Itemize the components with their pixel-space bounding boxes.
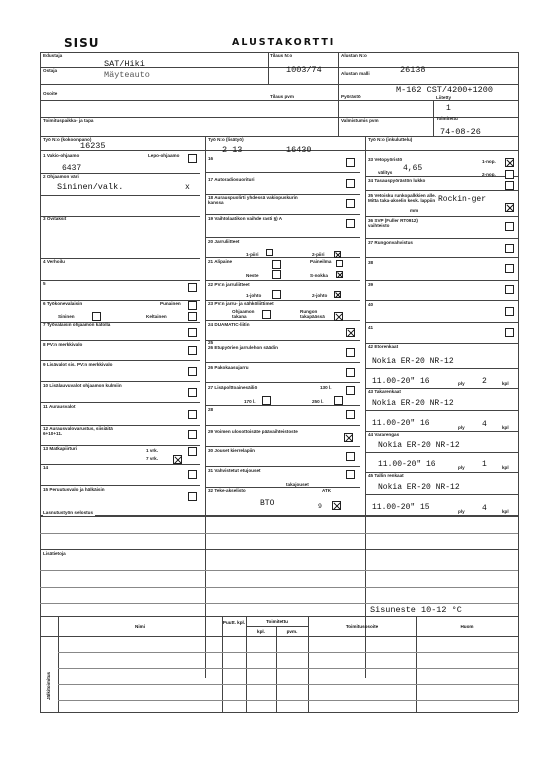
item-37-checkbox[interactable]	[505, 244, 514, 253]
item-43-kpl: kpl	[502, 425, 509, 430]
item-33-checkbox-1nop[interactable]	[505, 158, 514, 167]
item-27-sub3: 250 l.	[312, 399, 324, 404]
pyorasto-label: Pyörästö	[341, 94, 361, 99]
item-32-value2: 9	[318, 503, 322, 510]
item-44-kpl: kpl	[502, 465, 509, 470]
item-42-kpl: kpl	[502, 381, 509, 386]
item-43-qty: 4	[482, 420, 487, 429]
item-44-value: Nokia ER-20 NR-12	[378, 441, 460, 450]
item-27-checkbox-170[interactable]	[262, 396, 271, 405]
item-26a-label: 26 Etupyörien jarrulehon säädin	[208, 345, 278, 350]
item-16-checkbox[interactable]	[346, 158, 355, 167]
item-43-label: 43 Takarenkaat	[368, 389, 401, 394]
item-21-extra: Paineilma	[310, 259, 332, 264]
item-33-checkbox-2nop[interactable]	[505, 170, 514, 179]
item-24-checkbox[interactable]	[346, 328, 355, 337]
item-13-label: 13 Matkapiirturi	[43, 446, 77, 451]
item-1-value: 6437	[62, 164, 82, 173]
item-21-label: 21 Alipaine	[208, 259, 233, 264]
document-title: ALUSTAKORTTI	[232, 37, 336, 48]
item-6-checkbox-sininen[interactable]	[92, 312, 101, 321]
header-puut: Puutt. kpl.	[222, 620, 246, 625]
item-13-sub2: 7 vrk.	[146, 456, 159, 461]
ostaja-label: Ostaja	[43, 68, 58, 73]
item-39-checkbox[interactable]	[505, 285, 514, 294]
item-26a-checkbox[interactable]	[346, 348, 355, 357]
item-36-checkbox[interactable]	[505, 222, 514, 231]
item-13-sub1: 1 vrk.	[146, 448, 159, 453]
item-45-size: 11.00-20" 15	[372, 503, 430, 512]
item-42-value: Nokia ER-20 NR-12	[372, 357, 454, 366]
item-21-sub1: Neste	[246, 273, 259, 278]
item-34-label: 34 Tasauspyörästön lukko	[368, 178, 426, 183]
item-45-kpl: kpl	[502, 509, 509, 514]
item-31-checkbox-etujouset[interactable]	[346, 470, 355, 479]
item-44-qty: 1	[482, 460, 487, 469]
item-32-checkbox[interactable]	[332, 501, 341, 510]
item-10-label: 10 Lisälauvuvalot ohjaamon kulmiin	[43, 383, 122, 388]
item-1-label: 1 Vakio-ohjaamo	[43, 153, 80, 158]
item-3-label: 3 Ovitaksit	[43, 216, 67, 221]
item-12-label: 12 Aurausvalovarustus, siisiäitä 6+10+11.	[43, 426, 113, 436]
item-15-label: 15 Peruutusvalo ja hälkäisin	[43, 487, 105, 492]
item-24-label: 24 DUAMATIC-liitin	[208, 322, 250, 327]
item-44-ply: ply	[458, 465, 465, 470]
item-26b-label: 26 Pakokaasujarru	[208, 365, 249, 370]
item-21-checkbox-neste[interactable]	[272, 270, 281, 279]
item-41-label: 41	[368, 325, 374, 330]
item-36-label: 36 SVP (Fuller RT0912) vaihteisto	[368, 218, 418, 228]
item-27-sub1: 130 l.	[320, 385, 332, 390]
item-39-label: 39	[368, 282, 374, 287]
item-21-checkbox-snokka[interactable]	[336, 271, 343, 278]
item-17-checkbox[interactable]	[346, 179, 355, 188]
item-7-checkbox[interactable]	[188, 328, 197, 337]
item-27-checkbox-250[interactable]	[334, 396, 343, 405]
item-9-label: 9 Lisävalot sis. PV:n merkkivalo	[43, 362, 113, 367]
header-nimi: Nimi	[135, 624, 145, 629]
item-11-label: 11 Aurausvalot	[43, 404, 76, 409]
item-33-value: 4,65	[403, 164, 423, 173]
item-35-checkbox[interactable]	[505, 203, 514, 212]
item-6-checkbox-keltainen[interactable]	[188, 312, 197, 321]
item-18-label: 18 Aurauspuolirti yhdessä vakiopuskurin kanssa	[208, 195, 298, 205]
item-19-checkbox[interactable]	[346, 219, 355, 228]
edustaja-value: SAT/Hiki	[104, 59, 145, 69]
edustaja-label: Edustaja	[43, 53, 63, 58]
item-2-label: 2 Ohjaamon väri	[43, 174, 79, 179]
item-40-checkbox[interactable]	[505, 307, 514, 316]
item-32-label: 32 Teke-akselisto	[208, 488, 246, 493]
item-43-ply: ply	[458, 425, 465, 430]
item-31-label: 31 Vahvistetut etujouset	[208, 468, 261, 473]
toimitettu-label: Toimitettu	[436, 116, 458, 121]
item-21-checkbox-paineilma[interactable]	[336, 260, 343, 267]
item-11-checkbox[interactable]	[188, 410, 197, 419]
lisatyo-label: Työ N:o (lisätyö)	[208, 137, 244, 142]
item-45-label: 45 Tallin renkaat	[368, 473, 404, 478]
item-13-checkbox-1vrk[interactable]	[188, 447, 197, 456]
item-42-size: 11.00-20" 16	[372, 377, 430, 386]
item-43-size: 11.00-20" 16	[372, 419, 430, 428]
item-27-sub2: 170 l.	[244, 399, 256, 404]
item-45-ply: ply	[458, 509, 465, 514]
item-45-qty: 4	[482, 504, 487, 513]
item-7-label: 7 Työvalaisin ohjaamon katolla	[43, 322, 111, 327]
item-19-label: 19 Vaihtolaatikon vaihde rasti §) A	[208, 216, 283, 221]
inkuluttelu-label: Työ N:o (inkuluttelu)	[368, 137, 413, 142]
item-15-checkbox[interactable]	[188, 492, 197, 501]
item-30-checkbox[interactable]	[346, 452, 355, 461]
item-16-label: 16	[208, 156, 214, 161]
item-2-mark: x	[185, 183, 190, 192]
item-22-sub1: 1-johto	[246, 293, 262, 298]
item-28-checkbox[interactable]	[346, 410, 355, 419]
item-14-checkbox[interactable]	[188, 470, 197, 479]
header-toimitusosoite: Toimitusosoite	[345, 624, 379, 629]
kokoonpano-label: Työ N:o (kokoonpano)	[43, 137, 92, 142]
item-35-label: 35 Vetoisku runkopalkkien alle. Mitta taka-akselin kesk. lappiin	[368, 193, 436, 203]
osoite-label: Osoite	[43, 91, 58, 96]
item-44-size: 11.00-20" 16	[378, 460, 436, 469]
item-23-sub2: Rungon takapäässä	[300, 309, 325, 319]
item-23-sub1: Ohjaamon takana	[232, 309, 255, 319]
item-12-checkbox[interactable]	[188, 430, 197, 439]
item-37-label: 37 Rungonvahvistus	[368, 240, 413, 245]
item-35-value: Rockin-ger	[438, 195, 487, 204]
tilaus-no-label: Tilaus N:o	[270, 53, 293, 58]
item-33-label: 33 Vetopyöristö	[368, 157, 403, 162]
liitetty-label: Liitetty	[436, 95, 452, 100]
item-8-checkbox[interactable]	[188, 346, 197, 355]
item-23-checkbox-rungon[interactable]	[334, 312, 343, 321]
alustan-malli-value: M-162 CST/4200+1200	[396, 85, 493, 95]
item-20-sub2: 2-piiri	[312, 252, 325, 257]
item-23-label: 23 PV:n jarru- ja sähköliittimet	[208, 301, 274, 306]
item-17-label: 17 Autoradiosuorituri	[208, 177, 255, 182]
item-32-extra: ATK	[322, 488, 332, 493]
lisatyo-value: 2 13	[222, 145, 243, 155]
item-6-label: 6 Työkonevalaisin	[43, 301, 83, 306]
item-4-label: 4 Verhoilu	[43, 259, 65, 264]
item-42-qty: 2	[482, 377, 487, 386]
kokoonpano-value: 16235	[80, 141, 106, 151]
item-33-extra1: 1-nop.	[482, 159, 496, 164]
item-21-checkbox-alipaine[interactable]	[272, 260, 281, 269]
item-20-label: 20 Jarruliitteet	[208, 239, 240, 244]
item-22-checkbox-2johto[interactable]	[334, 291, 341, 298]
alustan-no-label: Alustan N:o	[341, 53, 367, 58]
item-33-sublabel: välitys	[378, 170, 393, 175]
alustan-no-value: 26138	[400, 65, 426, 75]
item-1-checkbox[interactable]	[188, 154, 197, 163]
ostaja-value: Mäyteauto	[104, 70, 150, 80]
item-6-sub1: Sininen	[58, 314, 75, 319]
item-9-checkbox[interactable]	[188, 367, 197, 376]
item-10-checkbox[interactable]	[188, 388, 197, 397]
item-20-checkbox-1piiri[interactable]	[266, 249, 273, 256]
item-38-label: 38	[368, 260, 374, 265]
item-32-value: BTO	[260, 499, 275, 508]
item-28-label: 28	[208, 407, 214, 412]
item-31-sub1: takajouset	[286, 482, 309, 487]
tilaus-no-value: 1003/74	[286, 65, 322, 75]
item-27-label: 27 Lisäpolttoainesäiliö	[208, 385, 258, 390]
selostus-label: Lasnutustyön selostus	[43, 510, 94, 515]
item-26b-checkbox[interactable]	[346, 368, 355, 377]
item-6-extra: Punainen	[160, 301, 181, 306]
item-20-checkbox-2piiri[interactable]	[334, 251, 341, 258]
item-22-checkbox-1johto[interactable]	[272, 290, 281, 299]
toimitus-label: Toimituspaikka- ja tapa	[43, 118, 94, 123]
item-5-checkbox[interactable]	[188, 283, 197, 292]
liitetty-value: 1	[446, 104, 451, 113]
item-13-checkbox-7vrk[interactable]	[173, 455, 182, 464]
item-42-label: 42 Etorenkaat	[368, 344, 399, 349]
item-22-sub2: 2-johto	[312, 293, 328, 298]
item-29-label: 29 Voimen ulosottoisäte päävaihteistoste	[208, 429, 298, 434]
header-toimitettu: Toimitettu	[266, 619, 288, 624]
item-33-extra2: 2-nop.	[482, 172, 496, 177]
item-40-label: 40	[368, 302, 374, 307]
item-8-label: 8 PV:n merkkivalo	[43, 342, 83, 347]
item-35-unit: mm	[410, 208, 419, 213]
item-25-label: 25	[208, 340, 214, 345]
item-29-checkbox[interactable]	[344, 433, 353, 442]
item-20-sub1: 1-piiri	[246, 252, 259, 257]
item-6-sub2: Keltainen	[146, 314, 167, 319]
item-21-sub2: S-nokka	[310, 273, 328, 278]
lisatyo-value-2: 16430	[286, 145, 312, 155]
item-34-checkbox[interactable]	[505, 181, 514, 190]
item-43-value: Nokia ER-20 NR-12	[372, 399, 454, 408]
header-huom: Huom	[460, 624, 474, 629]
item-14-label: 14	[43, 465, 49, 470]
item-42-ply: ply	[458, 381, 465, 386]
item-5-label: 5	[43, 281, 46, 286]
lisatietoja-label: Lisätietoja	[43, 551, 66, 556]
sisu-logo: SISU	[64, 36, 100, 50]
item-18-checkbox[interactable]	[346, 199, 355, 208]
item-27-checkbox-130[interactable]	[346, 386, 355, 395]
header-kpl: kpl.	[257, 629, 265, 634]
item-22-label: 22 PV:n jarruliitteet	[208, 282, 250, 287]
sisuneste-note: Sisuneste 10-12 °C	[370, 605, 462, 615]
toimitettu-value: 74-08-26	[440, 127, 481, 137]
item-45-value: Nokia ER-20 NR-12	[378, 483, 460, 492]
tilaus-pvm-label: Tilaus pvm	[270, 94, 294, 99]
item-23-checkbox-ohjaamo[interactable]	[262, 310, 271, 319]
item-2-value: Sininen/valk.	[57, 182, 124, 192]
item-44-label: 44 Vararengas	[368, 432, 400, 437]
item-41-checkbox[interactable]	[505, 328, 514, 337]
alustan-malli-label: Alustan malli	[341, 71, 370, 76]
valmistumis-label: Valmistumis pvm	[341, 118, 379, 123]
item-30-label: 30 Jouset kierrelapiin	[208, 448, 255, 453]
item-6-checkbox-punainen[interactable]	[188, 301, 197, 310]
jalkitoimitus-side-label: Jälkitoimitus	[46, 671, 51, 700]
item-38-checkbox[interactable]	[505, 264, 514, 273]
header-pvm: pvm.	[286, 629, 298, 634]
item-1-extra: Lepo-ohjaamo	[148, 153, 180, 158]
